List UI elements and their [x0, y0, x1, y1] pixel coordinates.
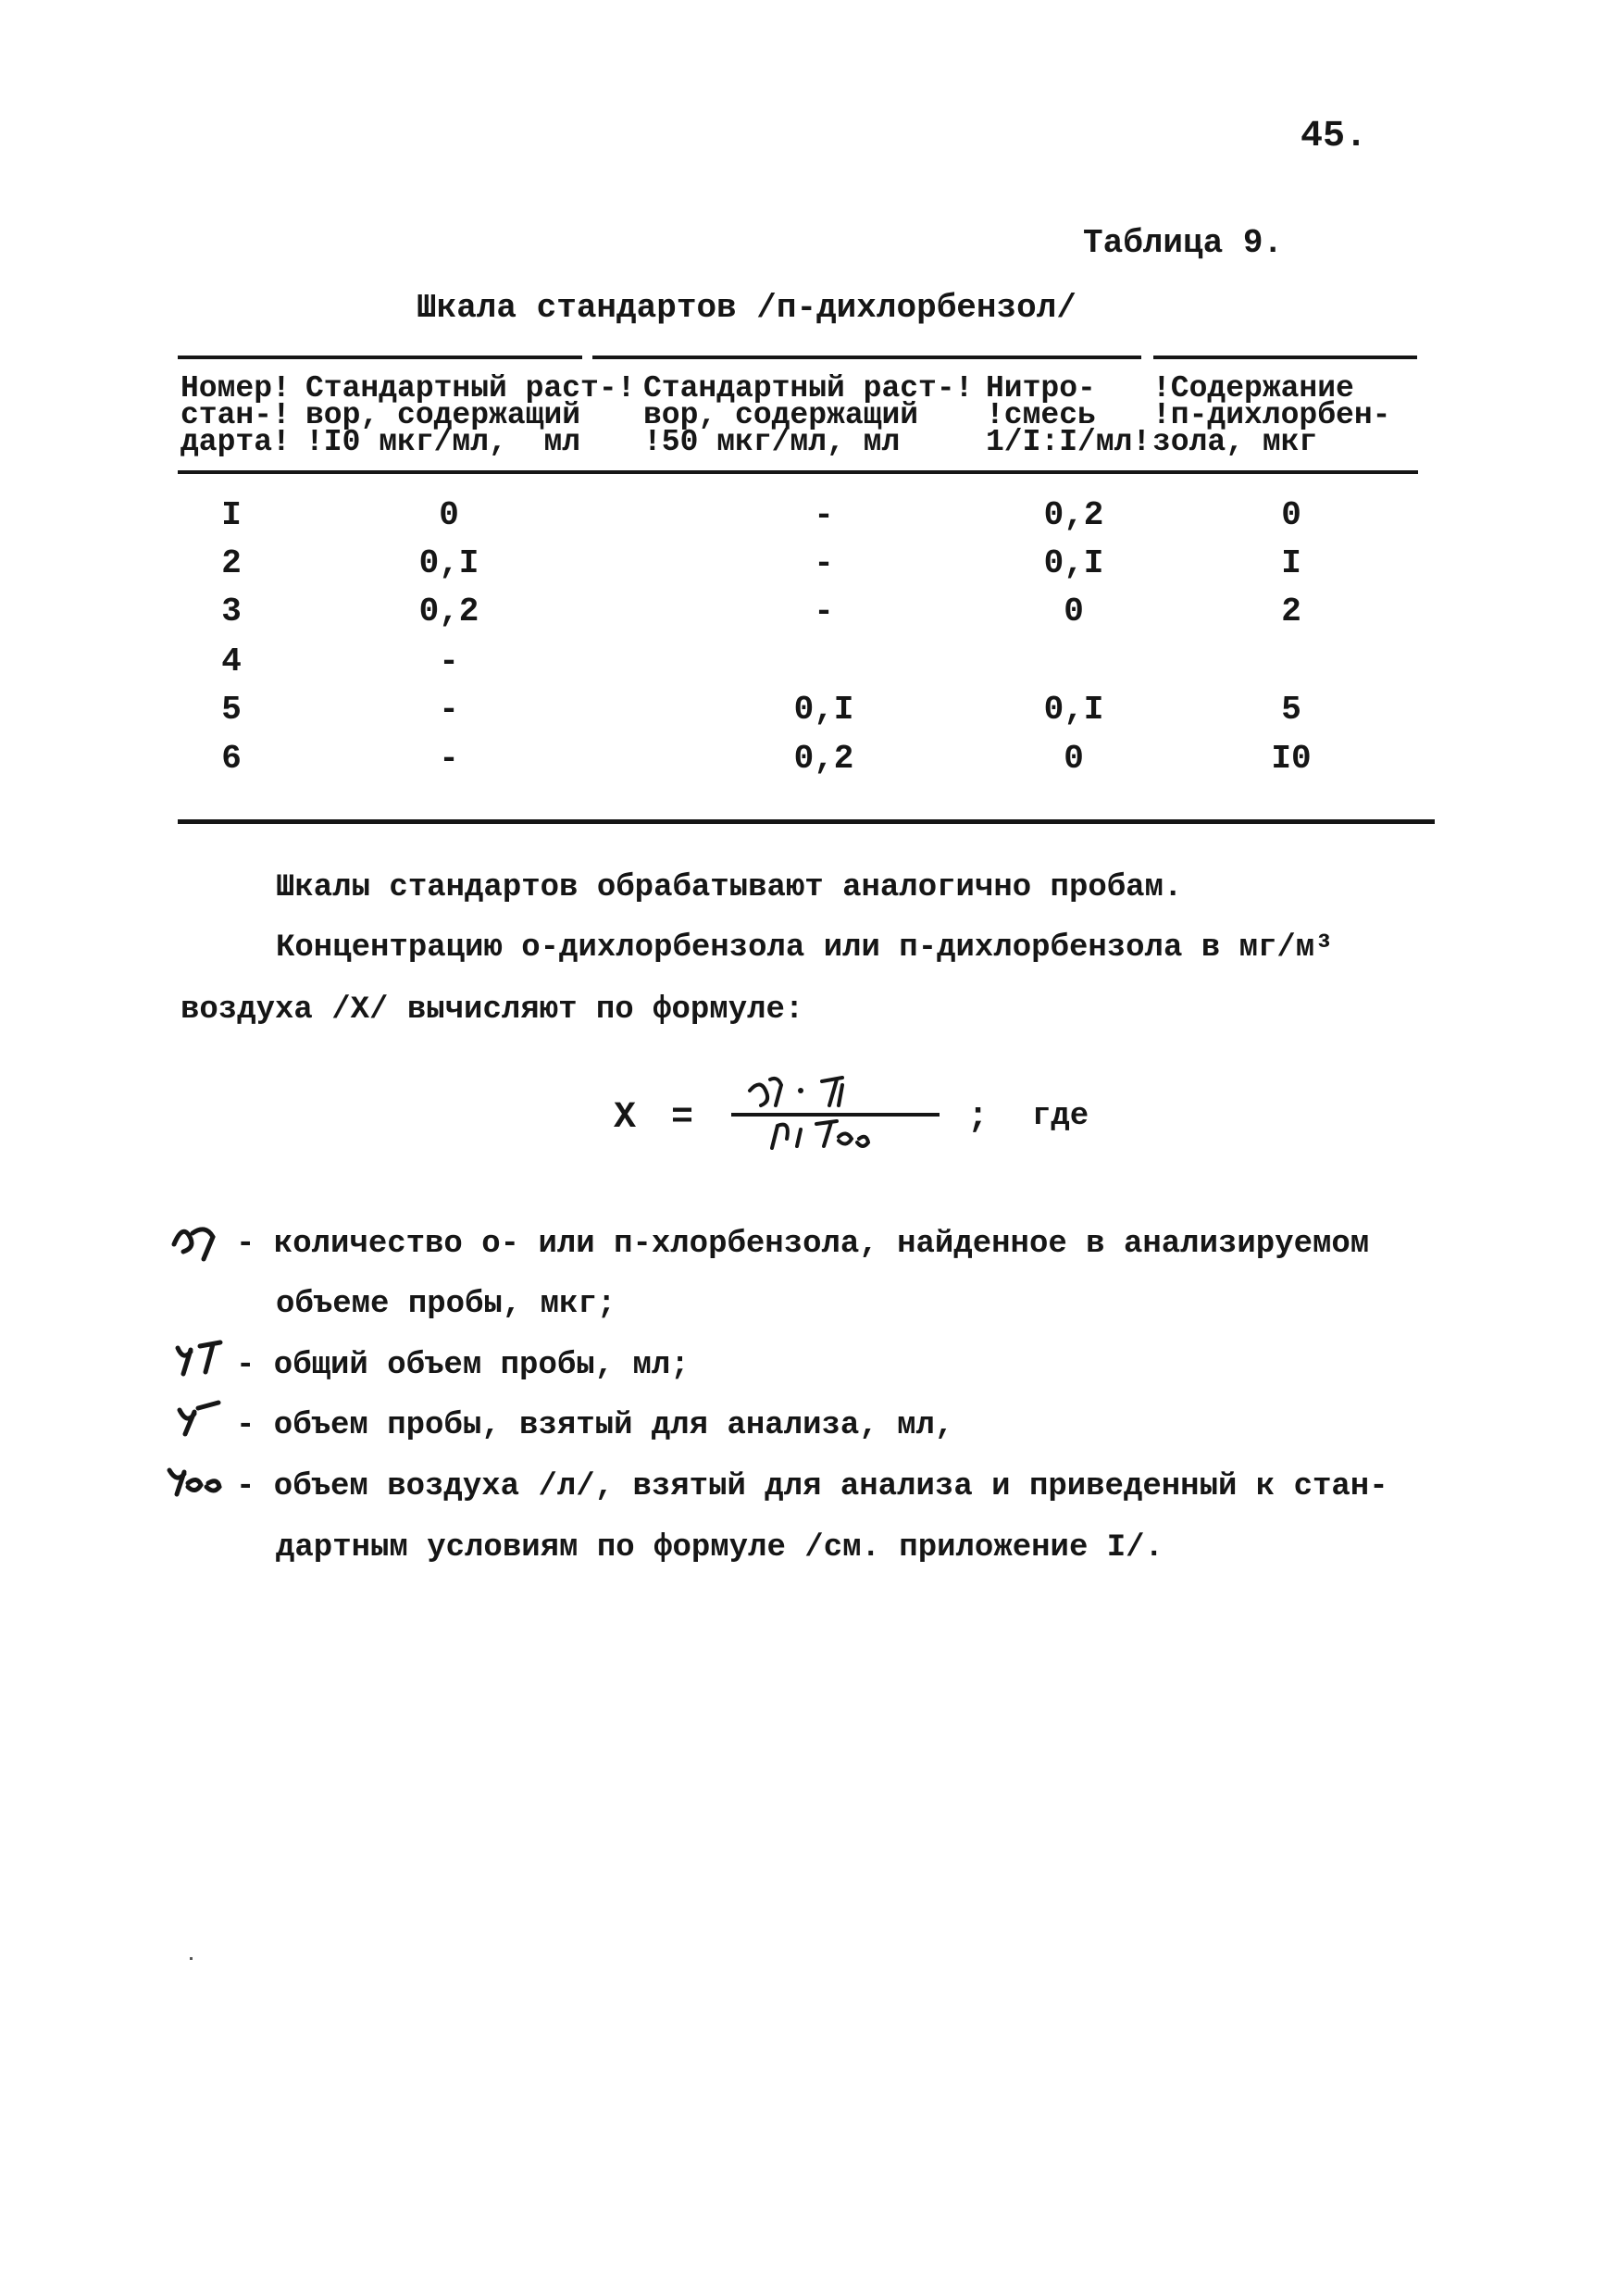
formula-lhs: X [614, 1097, 637, 1139]
table-cell: 5 [221, 691, 242, 729]
table-cell: 3 [221, 593, 242, 630]
table-cell: I0 [1271, 740, 1312, 778]
table-cell: - [439, 643, 459, 680]
header-standard-solution-10: Стандартный раст-! вор, содержащий !I0 мкг/мл, мл [305, 371, 636, 459]
table-top-rule [592, 356, 1141, 359]
paragraph: воздуха /X/ вычисляют по формуле: [180, 992, 804, 1028]
table-cell: - [814, 496, 834, 534]
table-title: Шкала стандартов /п-дихлорбензол/ [417, 289, 1077, 327]
table-cell: 6 [221, 740, 242, 778]
page-number: 45. [1301, 116, 1368, 157]
table-cell: - [439, 740, 459, 778]
paragraph: Шкалы стандартов обрабатывают аналогично пробам. [276, 870, 1183, 905]
definition-line: объеме пробы, мкг; [276, 1287, 616, 1322]
table-cell: 0,2 [1043, 496, 1104, 534]
table-cell: 0 [1064, 593, 1084, 630]
header-standard-number: Номер! стан-! дарта! [180, 371, 291, 459]
table-cell: I [221, 496, 242, 534]
definition-line: - количество о- или п-хлорбензола, найденное в анализируемом [236, 1227, 1370, 1262]
table-cell: 0,I [1043, 544, 1104, 582]
handwritten-symbol-air-volume [162, 1455, 236, 1506]
definition-line: - общий объем пробы, мл; [236, 1348, 690, 1383]
header-content: !Содержание !п-дихлорбен- зола, мкг [1152, 371, 1391, 459]
table-cell: - [814, 544, 834, 582]
handwritten-symbol-amount [167, 1213, 236, 1264]
table-cell: 0 [1281, 496, 1301, 534]
table-top-rule [1153, 356, 1417, 359]
formula-where-label: где [1032, 1099, 1089, 1134]
table-cell: 0 [1064, 740, 1084, 778]
header-standard-solution-50: Стандартный раст-! вор, содержащий !50 мкг/мл, мл [643, 371, 974, 459]
definition-line: - объем пробы, взятый для анализа, мл, [236, 1408, 954, 1443]
table-cell: 2 [221, 544, 242, 582]
table-cell: I [1281, 544, 1301, 582]
formula-equals: = [671, 1097, 694, 1139]
table-cell: 2 [1281, 593, 1301, 630]
definition-line: дартным условиям по формуле /см. приложение I/. [276, 1530, 1164, 1566]
table-label: Таблица 9. [1083, 224, 1284, 262]
table-top-rule [178, 356, 582, 359]
table-cell: 0 [439, 496, 459, 534]
header-nitro-mixture: Нитро- !смесь 1/I:I/мл! [986, 371, 1151, 459]
table-cell: 0,2 [793, 740, 854, 778]
handwritten-symbol-total-volume [167, 1333, 236, 1384]
handwritten-formula-fraction [713, 1065, 963, 1167]
table-cell: - [814, 593, 834, 630]
table-bottom-rule [178, 819, 1435, 824]
table-cell: 4 [221, 643, 242, 680]
definition-line: - объем воздуха /л/, взятый для анализа и приведенный к стан- [236, 1469, 1388, 1504]
table-cell: - [439, 691, 459, 729]
paragraph: Концентрацию о-дихлорбензола или п-дихлорбензола в мг/м³ [276, 930, 1334, 966]
handwritten-symbol-sample-volume [167, 1393, 236, 1444]
table-header-rule [178, 470, 1418, 474]
table-cell: 5 [1281, 691, 1301, 729]
formula-semicolon: ; [967, 1097, 989, 1137]
scan-speck [190, 1957, 193, 1960]
table-cell: 0,2 [418, 593, 479, 630]
table-cell: 0,I [793, 691, 854, 729]
table-cell: 0,I [418, 544, 479, 582]
table-cell: 0,I [1043, 691, 1104, 729]
